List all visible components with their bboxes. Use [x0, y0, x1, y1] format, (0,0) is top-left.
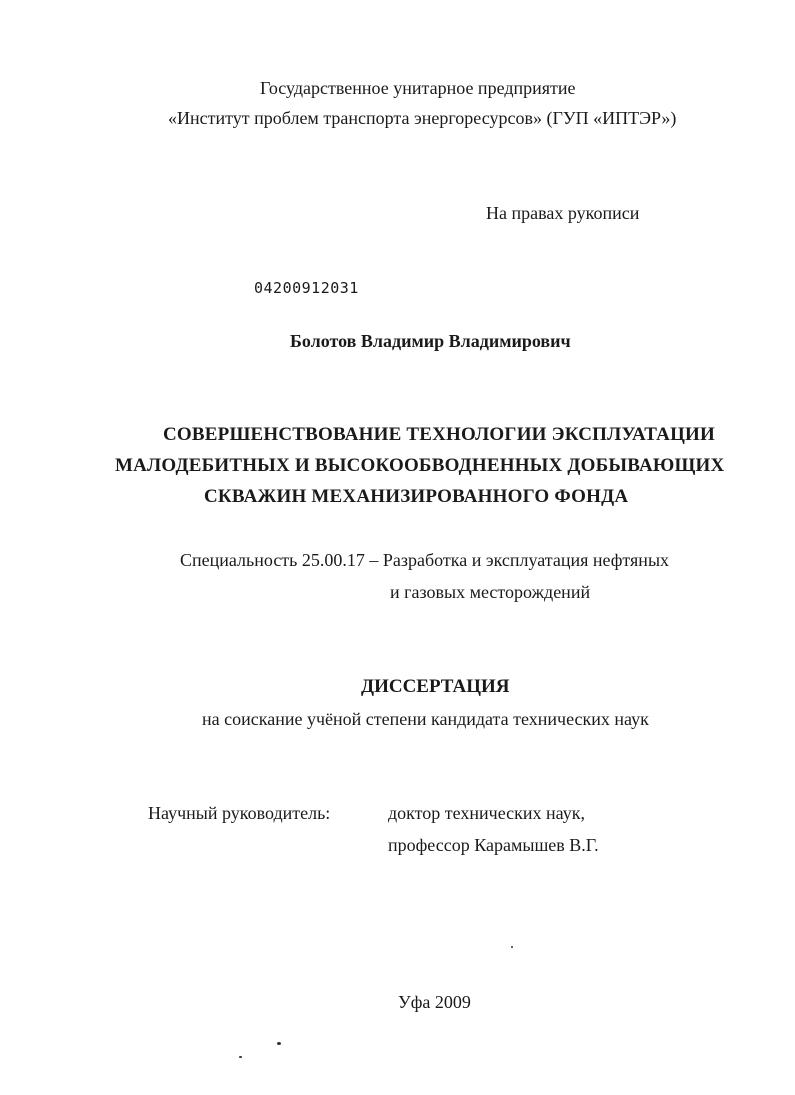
city-year: Уфа 2009: [398, 992, 471, 1012]
author-name: Болотов Владимир Владимирович: [290, 331, 571, 351]
scan-speck: [277, 1042, 281, 1045]
supervisor-line-1: доктор технических наук,: [388, 803, 585, 823]
organization-line-1: Государственное унитарное предприятие: [260, 78, 576, 98]
title-line-2: МАЛОДЕБИТНЫХ И ВЫСОКООБВОДНЕННЫХ ДОБЫВАЮЩИХ: [115, 455, 725, 476]
title-line-1: СОВЕРШЕНСТВОВАНИЕ ТЕХНОЛОГИИ ЭКСПЛУАТАЦИИ: [163, 424, 716, 445]
supervisor-line-2: профессор Карамышев В.Г.: [388, 835, 599, 855]
supervisor-label: Научный руководитель:: [148, 803, 331, 823]
work-type-heading: ДИССЕРТАЦИЯ: [361, 676, 510, 697]
organization-line-2: «Институт проблем транспорта энергоресурсов» (ГУП «ИПТЭР»): [168, 108, 677, 128]
registration-code: 04200912031: [254, 279, 359, 297]
degree-line: на соискание учёной степени кандидата технических наук: [202, 709, 649, 729]
title-line-3: СКВАЖИН МЕХАНИЗИРОВАННОГО ФОНДА: [204, 486, 629, 507]
specialty-line-2: и газовых месторождений: [390, 582, 591, 602]
scan-speck: [239, 1056, 242, 1058]
scan-speck: [511, 946, 513, 948]
manuscript-note: На правах рукописи: [486, 203, 640, 223]
specialty-line-1: Специальность 25.00.17 – Разработка и эксплуатация нефтяных: [180, 550, 670, 570]
